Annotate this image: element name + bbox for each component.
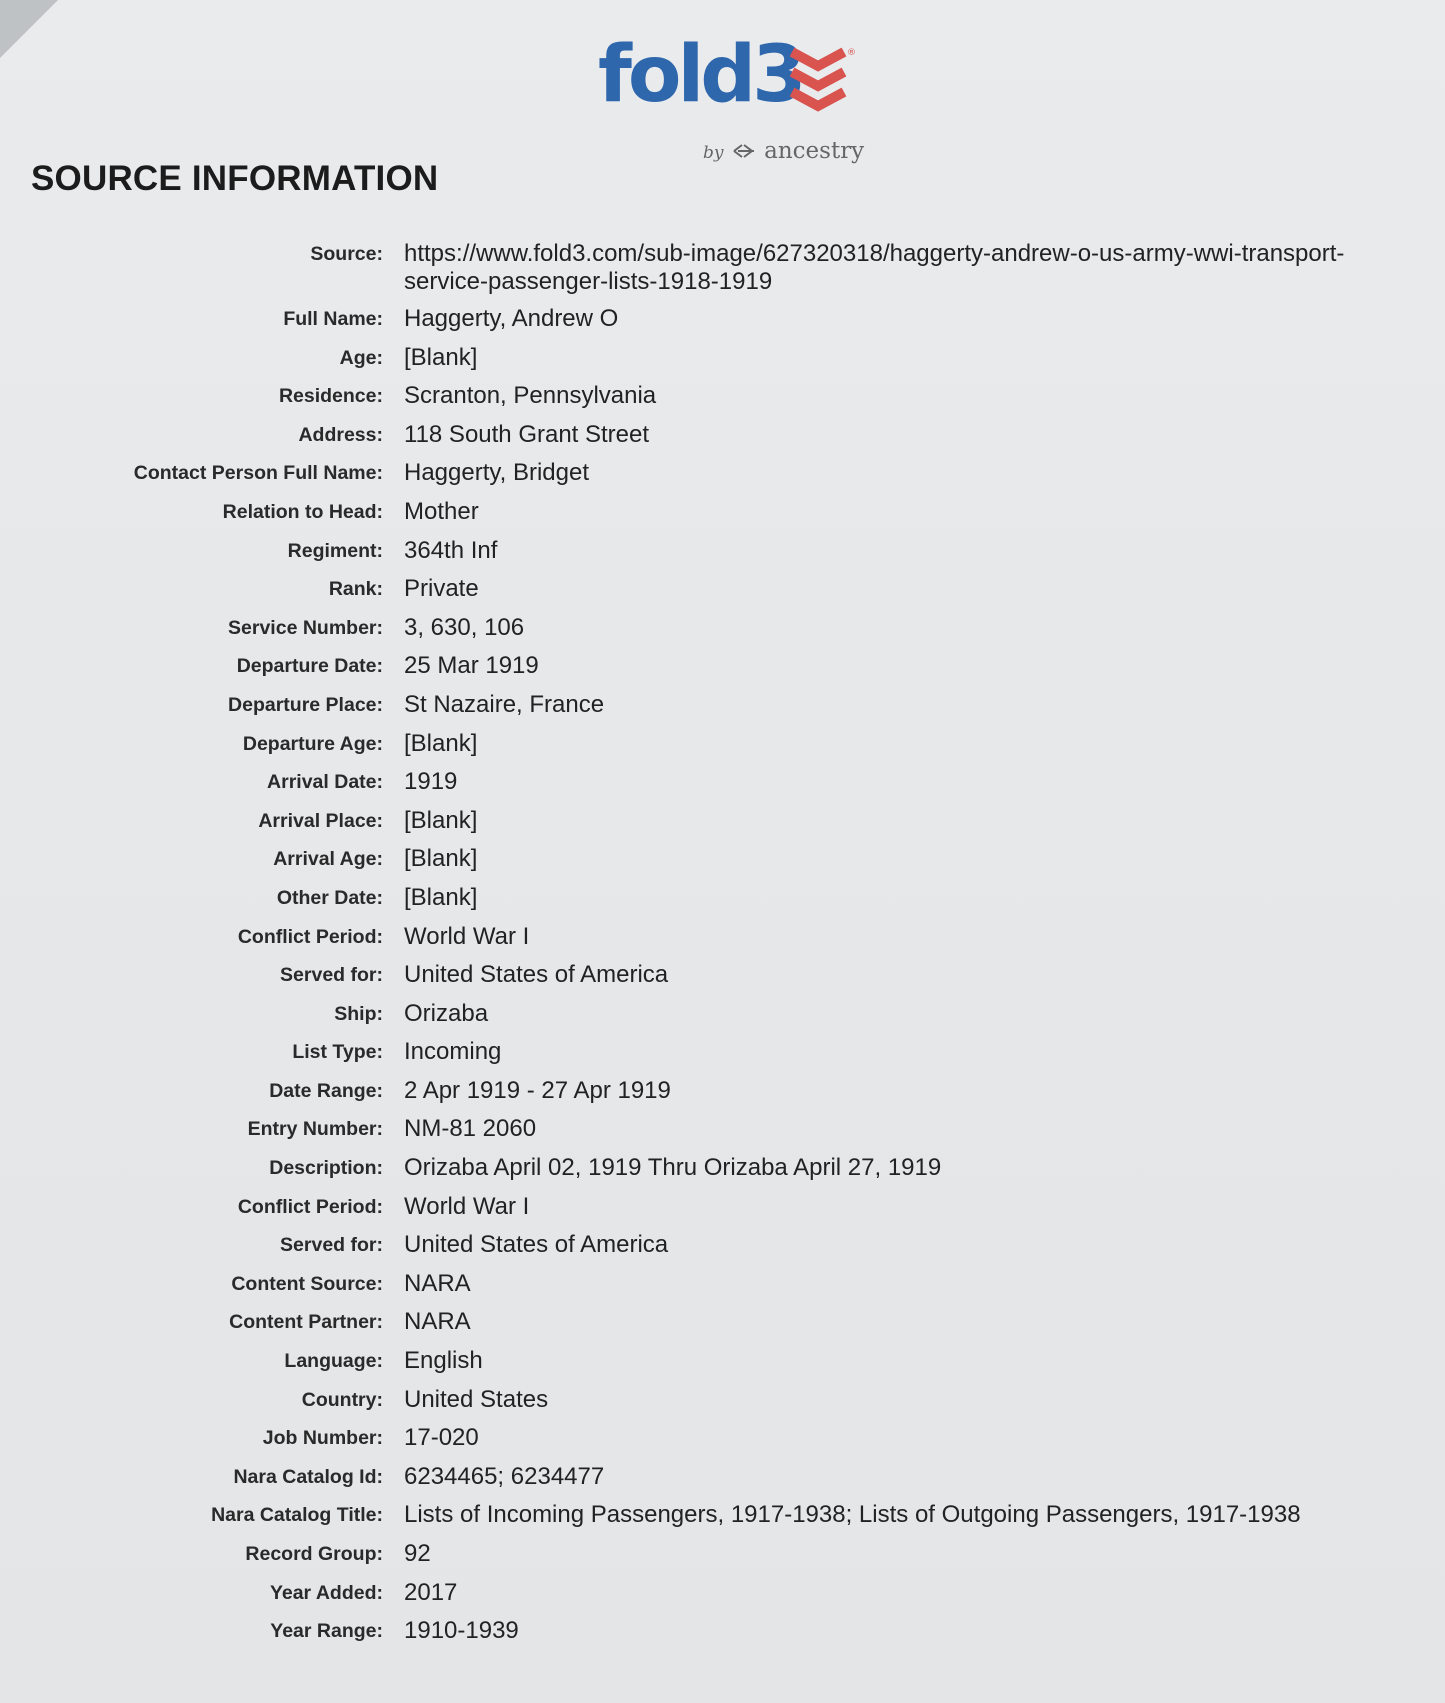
field-label: Address:	[298, 423, 383, 446]
field-label: Nara Catalog Title:	[211, 1504, 383, 1527]
field-value: World War I	[404, 1192, 530, 1220]
field-value: 92	[404, 1540, 431, 1567]
field-label: Date Range:	[269, 1079, 383, 1102]
field-value: 1919	[404, 768, 458, 796]
field-value: https://www.fold3.com/sub-image/627320318/haggerty-andrew-o-us-army-wwi-transport-service-passenger-lists-1918-1919	[404, 240, 1345, 295]
field-value: Incoming	[404, 1038, 502, 1066]
field-value: Scranton, Pennsylvania	[404, 382, 657, 410]
field-value: United States	[404, 1385, 549, 1413]
field-label: Arrival Place:	[258, 809, 383, 832]
field-label: Source:	[310, 243, 383, 265]
info-row	[0, 575, 1445, 603]
info-row	[0, 1308, 1445, 1336]
field-value: 3, 630, 106	[404, 613, 525, 641]
fold3-logo	[598, 30, 868, 164]
field-label: Year Range:	[270, 1620, 383, 1643]
info-row	[0, 240, 1445, 296]
field-value: 1910-1939	[404, 1617, 519, 1645]
chevron-stripes-icon	[788, 46, 856, 116]
field-value: [Blank]	[404, 845, 478, 873]
field-label: Regiment:	[287, 539, 383, 562]
field-value: [Blank]	[404, 806, 478, 834]
field-value: Orizaba April 02, 1919 Thru Orizaba April 27, 1919	[404, 1154, 942, 1182]
info-row	[0, 1270, 1445, 1298]
trademark-mark: ®	[847, 48, 856, 58]
field-value: 2017	[404, 1578, 458, 1606]
field-value: United States of America	[404, 1231, 669, 1259]
field-label: Conflict Period:	[237, 925, 383, 948]
info-row	[0, 768, 1445, 796]
field-label: Served for:	[280, 1234, 383, 1257]
field-value: 2 Apr 1919 - 27 Apr 1919	[404, 1076, 671, 1104]
info-row	[0, 1463, 1445, 1491]
field-value: Private	[404, 575, 479, 603]
field-label: Full Name:	[283, 308, 383, 330]
info-row	[0, 884, 1445, 912]
field-value: NM-81 2060	[404, 1115, 537, 1143]
field-value: Mother	[404, 497, 479, 525]
info-row	[0, 421, 1445, 449]
info-row	[0, 1038, 1445, 1066]
page-corner	[0, 0, 58, 58]
field-label: Rank:	[328, 578, 383, 601]
info-row	[0, 1231, 1445, 1259]
info-row	[0, 614, 1445, 642]
info-row	[0, 1000, 1445, 1028]
field-value: 6234465; 6234477	[404, 1462, 605, 1490]
info-row	[0, 382, 1445, 410]
page-title: SOURCE INFORMATION	[31, 159, 439, 198]
info-row	[0, 923, 1445, 951]
info-row	[0, 1115, 1445, 1143]
logo-wordmark: fold3	[598, 30, 803, 120]
info-row	[0, 1617, 1445, 1645]
info-row	[0, 1193, 1445, 1221]
info-row	[0, 1424, 1445, 1452]
info-row	[0, 807, 1445, 835]
field-value: St Nazaire, France	[404, 690, 605, 718]
field-value: Haggerty, Andrew O	[404, 305, 619, 332]
field-value: World War I	[404, 922, 530, 950]
field-value: United States of America	[404, 961, 669, 989]
field-value: Lists of Incoming Passengers, 1917-1938; Lists of Outgoing Passengers, 1917-1938	[404, 1501, 1301, 1529]
field-label: Service Number:	[228, 616, 383, 639]
info-row	[0, 730, 1445, 758]
field-label: Record Group:	[245, 1543, 383, 1565]
info-row	[0, 1579, 1445, 1607]
field-value: Haggerty, Bridget	[404, 459, 589, 487]
field-value: [Blank]	[404, 343, 478, 371]
source-info-list	[0, 240, 1445, 1656]
info-row	[0, 1501, 1445, 1529]
info-row	[0, 691, 1445, 719]
field-value: 17-020	[404, 1424, 479, 1452]
field-label: Nara Catalog Id:	[233, 1465, 383, 1488]
field-label: Content Source:	[231, 1272, 383, 1295]
field-label: Ship:	[334, 1002, 383, 1025]
info-row	[0, 1386, 1445, 1414]
field-label: Contact Person Full Name:	[133, 462, 383, 485]
field-label: Residence:	[278, 385, 383, 408]
info-row	[0, 498, 1445, 526]
field-label: Content Partner:	[229, 1311, 383, 1334]
field-label: Arrival Date:	[267, 771, 383, 794]
field-value: 25 Mar 1919	[404, 652, 539, 680]
field-value: NARA	[404, 1269, 471, 1297]
field-label: Served for:	[280, 964, 383, 987]
field-value: [Blank]	[404, 729, 478, 757]
field-label: Conflict Period:	[237, 1195, 383, 1218]
field-label: Departure Age:	[242, 732, 383, 755]
field-value: 118 South Grant Street	[404, 420, 650, 448]
field-value: Orizaba	[404, 999, 489, 1027]
field-value: NARA	[404, 1308, 471, 1336]
logo-by: by	[703, 143, 724, 163]
info-row	[0, 1077, 1445, 1105]
info-row	[0, 537, 1445, 565]
info-row	[0, 652, 1445, 680]
field-label: List Type:	[292, 1041, 383, 1064]
logo-ancestry: ancestry	[764, 138, 865, 164]
field-value: [Blank]	[404, 883, 478, 911]
field-label: Other Date:	[276, 886, 383, 909]
field-label: Departure Place:	[228, 693, 383, 716]
field-label: Year Added:	[269, 1581, 383, 1604]
info-row	[0, 1154, 1445, 1182]
field-label: Arrival Age:	[273, 848, 383, 871]
logo-byline	[703, 138, 864, 164]
field-label: Entry Number:	[247, 1118, 383, 1141]
field-label: Age:	[339, 346, 383, 369]
field-label: Relation to Head:	[222, 500, 383, 523]
info-row	[0, 845, 1445, 873]
info-row	[0, 305, 1445, 333]
field-value: English	[404, 1347, 483, 1375]
field-label: Departure Date:	[236, 655, 383, 678]
field-value: 364th Inf	[404, 536, 498, 564]
ancestry-leaf-icon	[732, 141, 756, 161]
info-row	[0, 961, 1445, 989]
info-row	[0, 1347, 1445, 1375]
field-label: Language:	[284, 1350, 383, 1373]
info-row	[0, 459, 1445, 487]
field-label: Job Number:	[262, 1427, 383, 1450]
field-label: Description:	[269, 1157, 383, 1180]
info-row	[0, 1540, 1445, 1568]
field-label: Country:	[301, 1388, 383, 1411]
info-row	[0, 344, 1445, 372]
